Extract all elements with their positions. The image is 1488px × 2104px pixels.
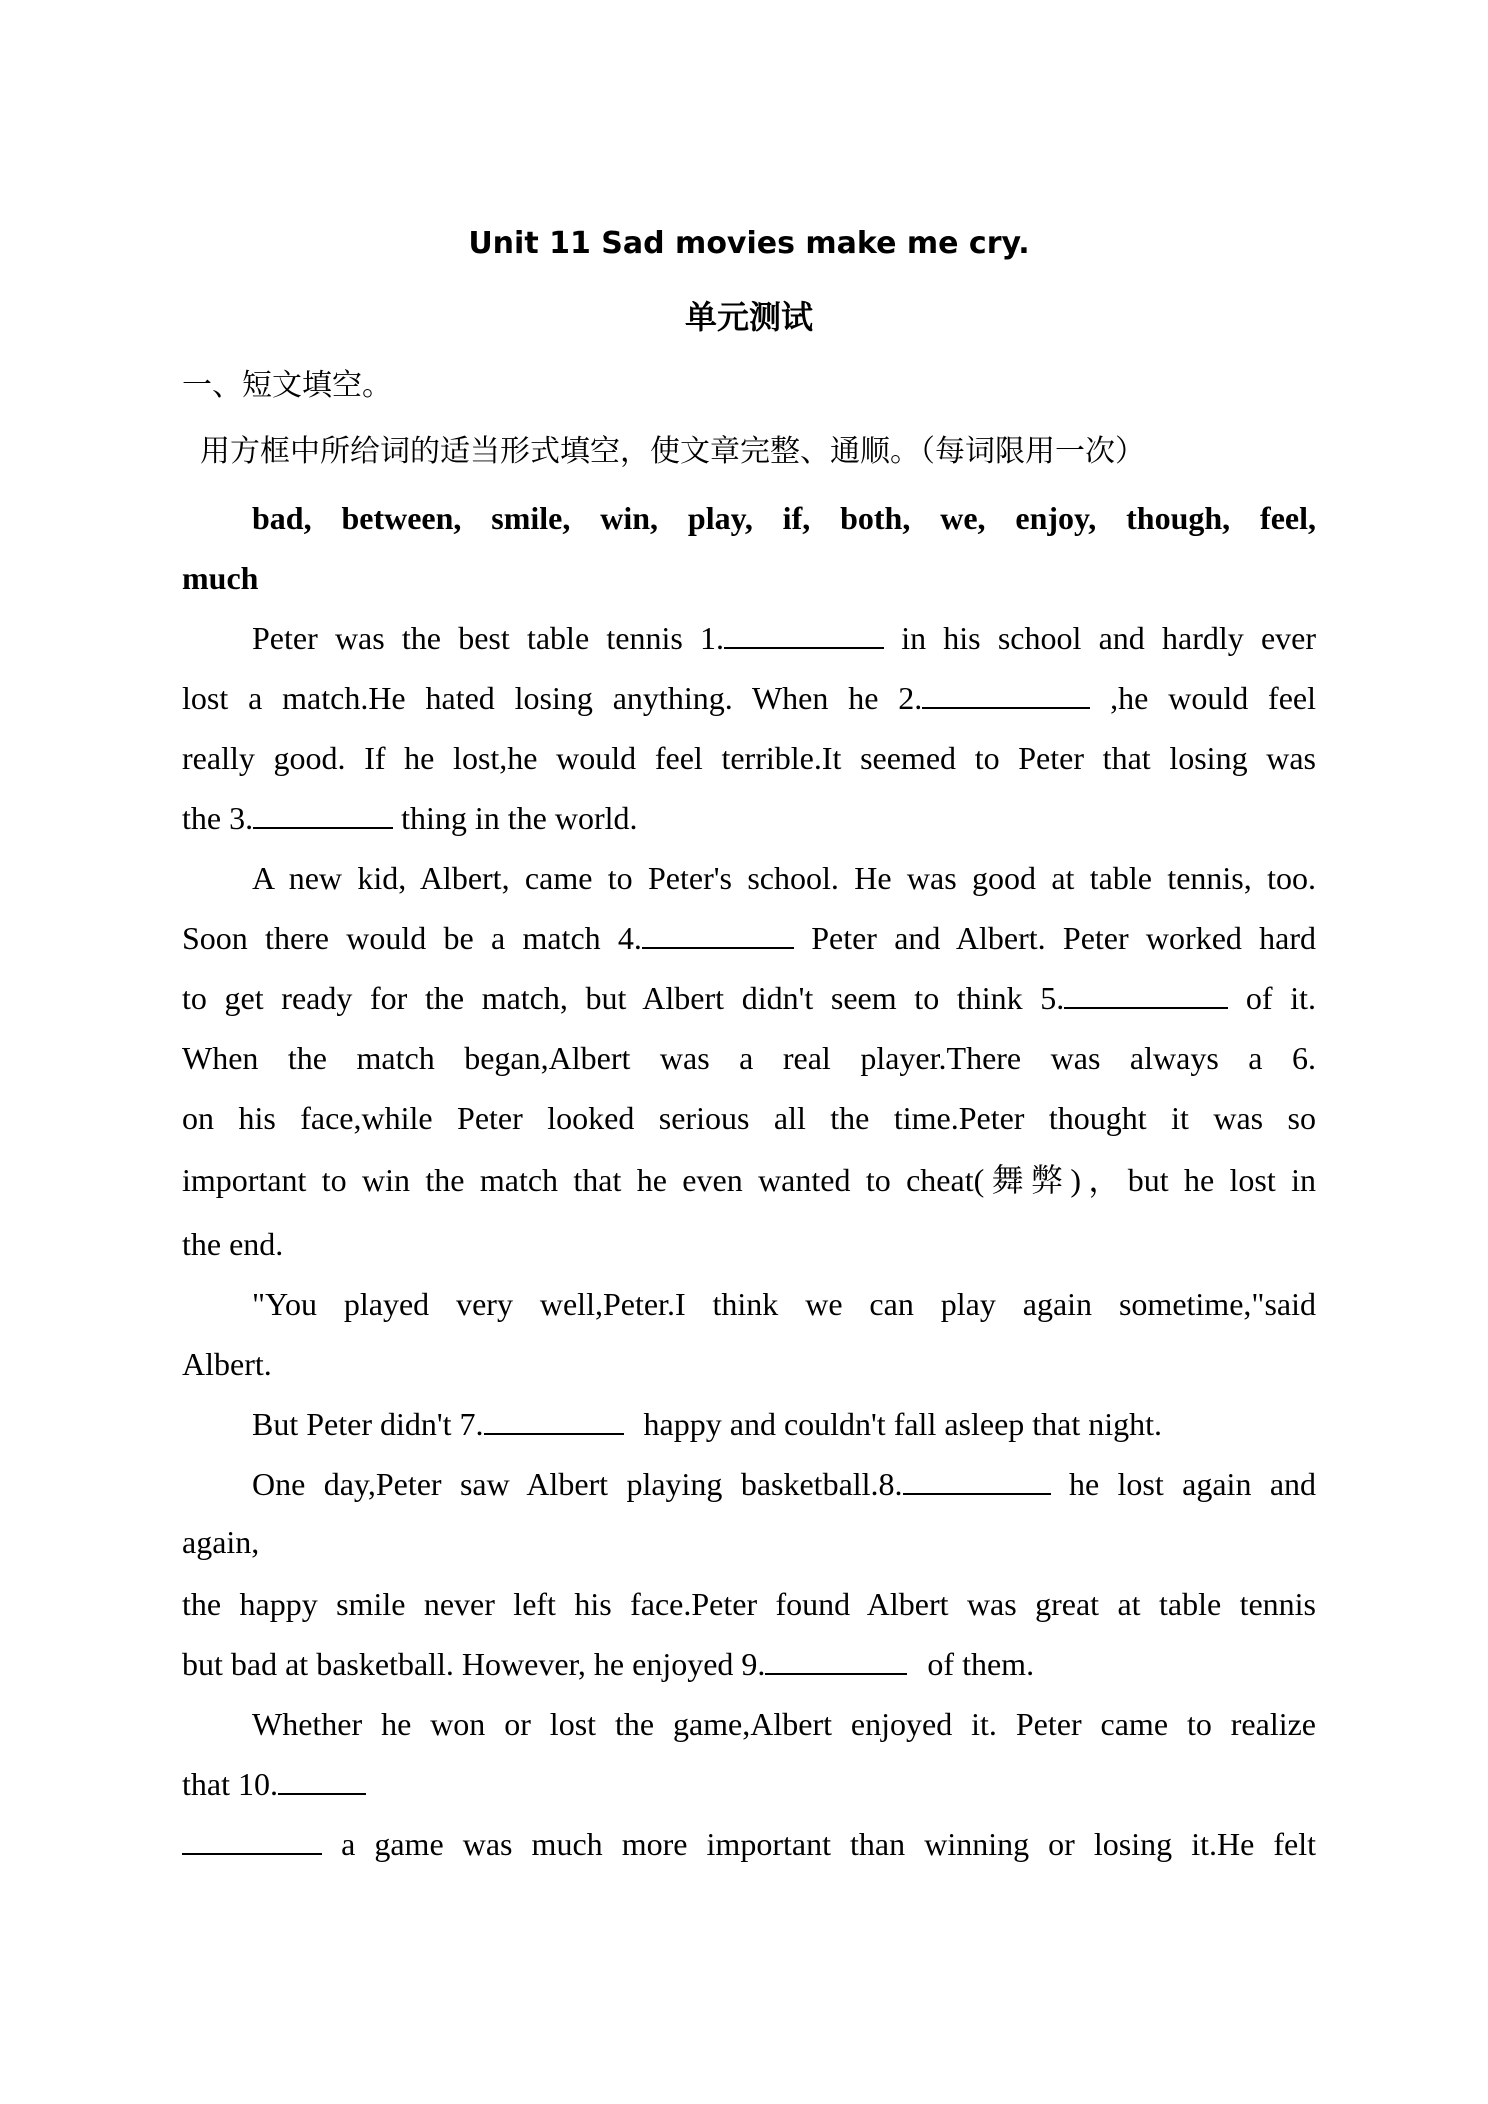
section-heading: 一、短文填空。 [182, 368, 392, 403]
word-box-line-2: much [182, 560, 259, 596]
passage-text: a game was much more important than winning or losing it.He felt [341, 1826, 1317, 1862]
passage-line [182, 798, 1316, 838]
unit-title: Unit 11 Sad movies make me cry. [468, 226, 1030, 261]
passage-text: to get ready for the match, but Albert didn't seem to think 5. [182, 980, 1065, 1016]
passage-text: lost a match.He hated losing anything. When he 2. [182, 680, 923, 716]
passage-text: Soon there would be a match 4. [182, 920, 642, 956]
passage-line: "You played very well,Peter.I think we can play again sometime,"said [252, 1286, 1316, 1322]
passage-line: really good. If he lost,he would feel terrible.It seemed to Peter that losing was [182, 740, 1316, 776]
passage-line: the end. [182, 1226, 284, 1262]
passage-text: Peter was the best table tennis 1. [252, 620, 724, 656]
passage-text: thing in the world. [401, 800, 638, 836]
section-instruction: 用方框中所给词的适当形式填空，使文章完整、通顺。（每词限用一次） [200, 434, 1145, 469]
passage-line [182, 1644, 1316, 1684]
passage-text: happy and couldn't fall asleep that night. [643, 1406, 1163, 1442]
passage-text: he lost again and [1068, 1466, 1317, 1502]
passage-line [252, 1404, 1316, 1444]
blank-1[interactable] [724, 619, 884, 649]
blank-3[interactable] [253, 799, 393, 829]
passage-text: but bad at basketball. However, he enjoyed 9. [182, 1646, 766, 1682]
passage-line: Albert. [182, 1346, 272, 1382]
passage-line: again, [182, 1524, 260, 1560]
blank-4[interactable] [642, 919, 794, 949]
passage-line [182, 978, 1316, 1018]
blank-5[interactable] [1064, 979, 1228, 1009]
blank-2[interactable] [922, 679, 1090, 709]
passage-text: One day,Peter saw Albert playing basketball.8. [252, 1466, 903, 1502]
passage-text: But Peter didn't 7. [252, 1406, 484, 1442]
passage-line [182, 1764, 1316, 1804]
passage-text: of them. [927, 1646, 1035, 1682]
passage-line: important to win the match that he even wanted to cheat(舞弊)，but he lost in [182, 1162, 1316, 1198]
blank-10-continued[interactable] [182, 1825, 322, 1855]
passage-text: that 10. [182, 1766, 278, 1802]
passage-line: the happy smile never left his face.Peter found Albert was great at table tennis [182, 1586, 1316, 1622]
passage-text: in his school and hardly ever [901, 620, 1317, 656]
passage-text: ,he would feel [1110, 680, 1317, 716]
passage-text: of it. [1245, 980, 1317, 1016]
passage-text: the 3. [182, 800, 254, 836]
passage-line [252, 618, 1316, 658]
passage-line: A new kid, Albert, came to Peter's school. He was good at table tennis, too. [252, 860, 1316, 896]
passage-line [182, 1824, 1316, 1864]
passage-line: on his face,while Peter looked serious all the time.Peter thought it was so [182, 1100, 1316, 1136]
passage-line [252, 1464, 1316, 1504]
blank-7[interactable] [484, 1405, 624, 1435]
blank-9[interactable] [765, 1645, 907, 1675]
blank-10[interactable] [278, 1765, 366, 1795]
word-box-line-1: bad, between, smile, win, play, if, both, we, enjoy, though, feel, [252, 500, 1316, 536]
passage-line [182, 918, 1316, 958]
passage-line: When the match began,Albert was a real player.There was always a 6. [182, 1040, 1316, 1076]
passage-line: Whether he won or lost the game,Albert enjoyed it. Peter came to realize [252, 1706, 1316, 1742]
unit-subtitle: 单元测试 [684, 298, 813, 336]
blank-8[interactable] [903, 1465, 1051, 1495]
passage-text: Peter and Albert. Peter worked hard [811, 920, 1317, 956]
passage-line [182, 678, 1316, 718]
